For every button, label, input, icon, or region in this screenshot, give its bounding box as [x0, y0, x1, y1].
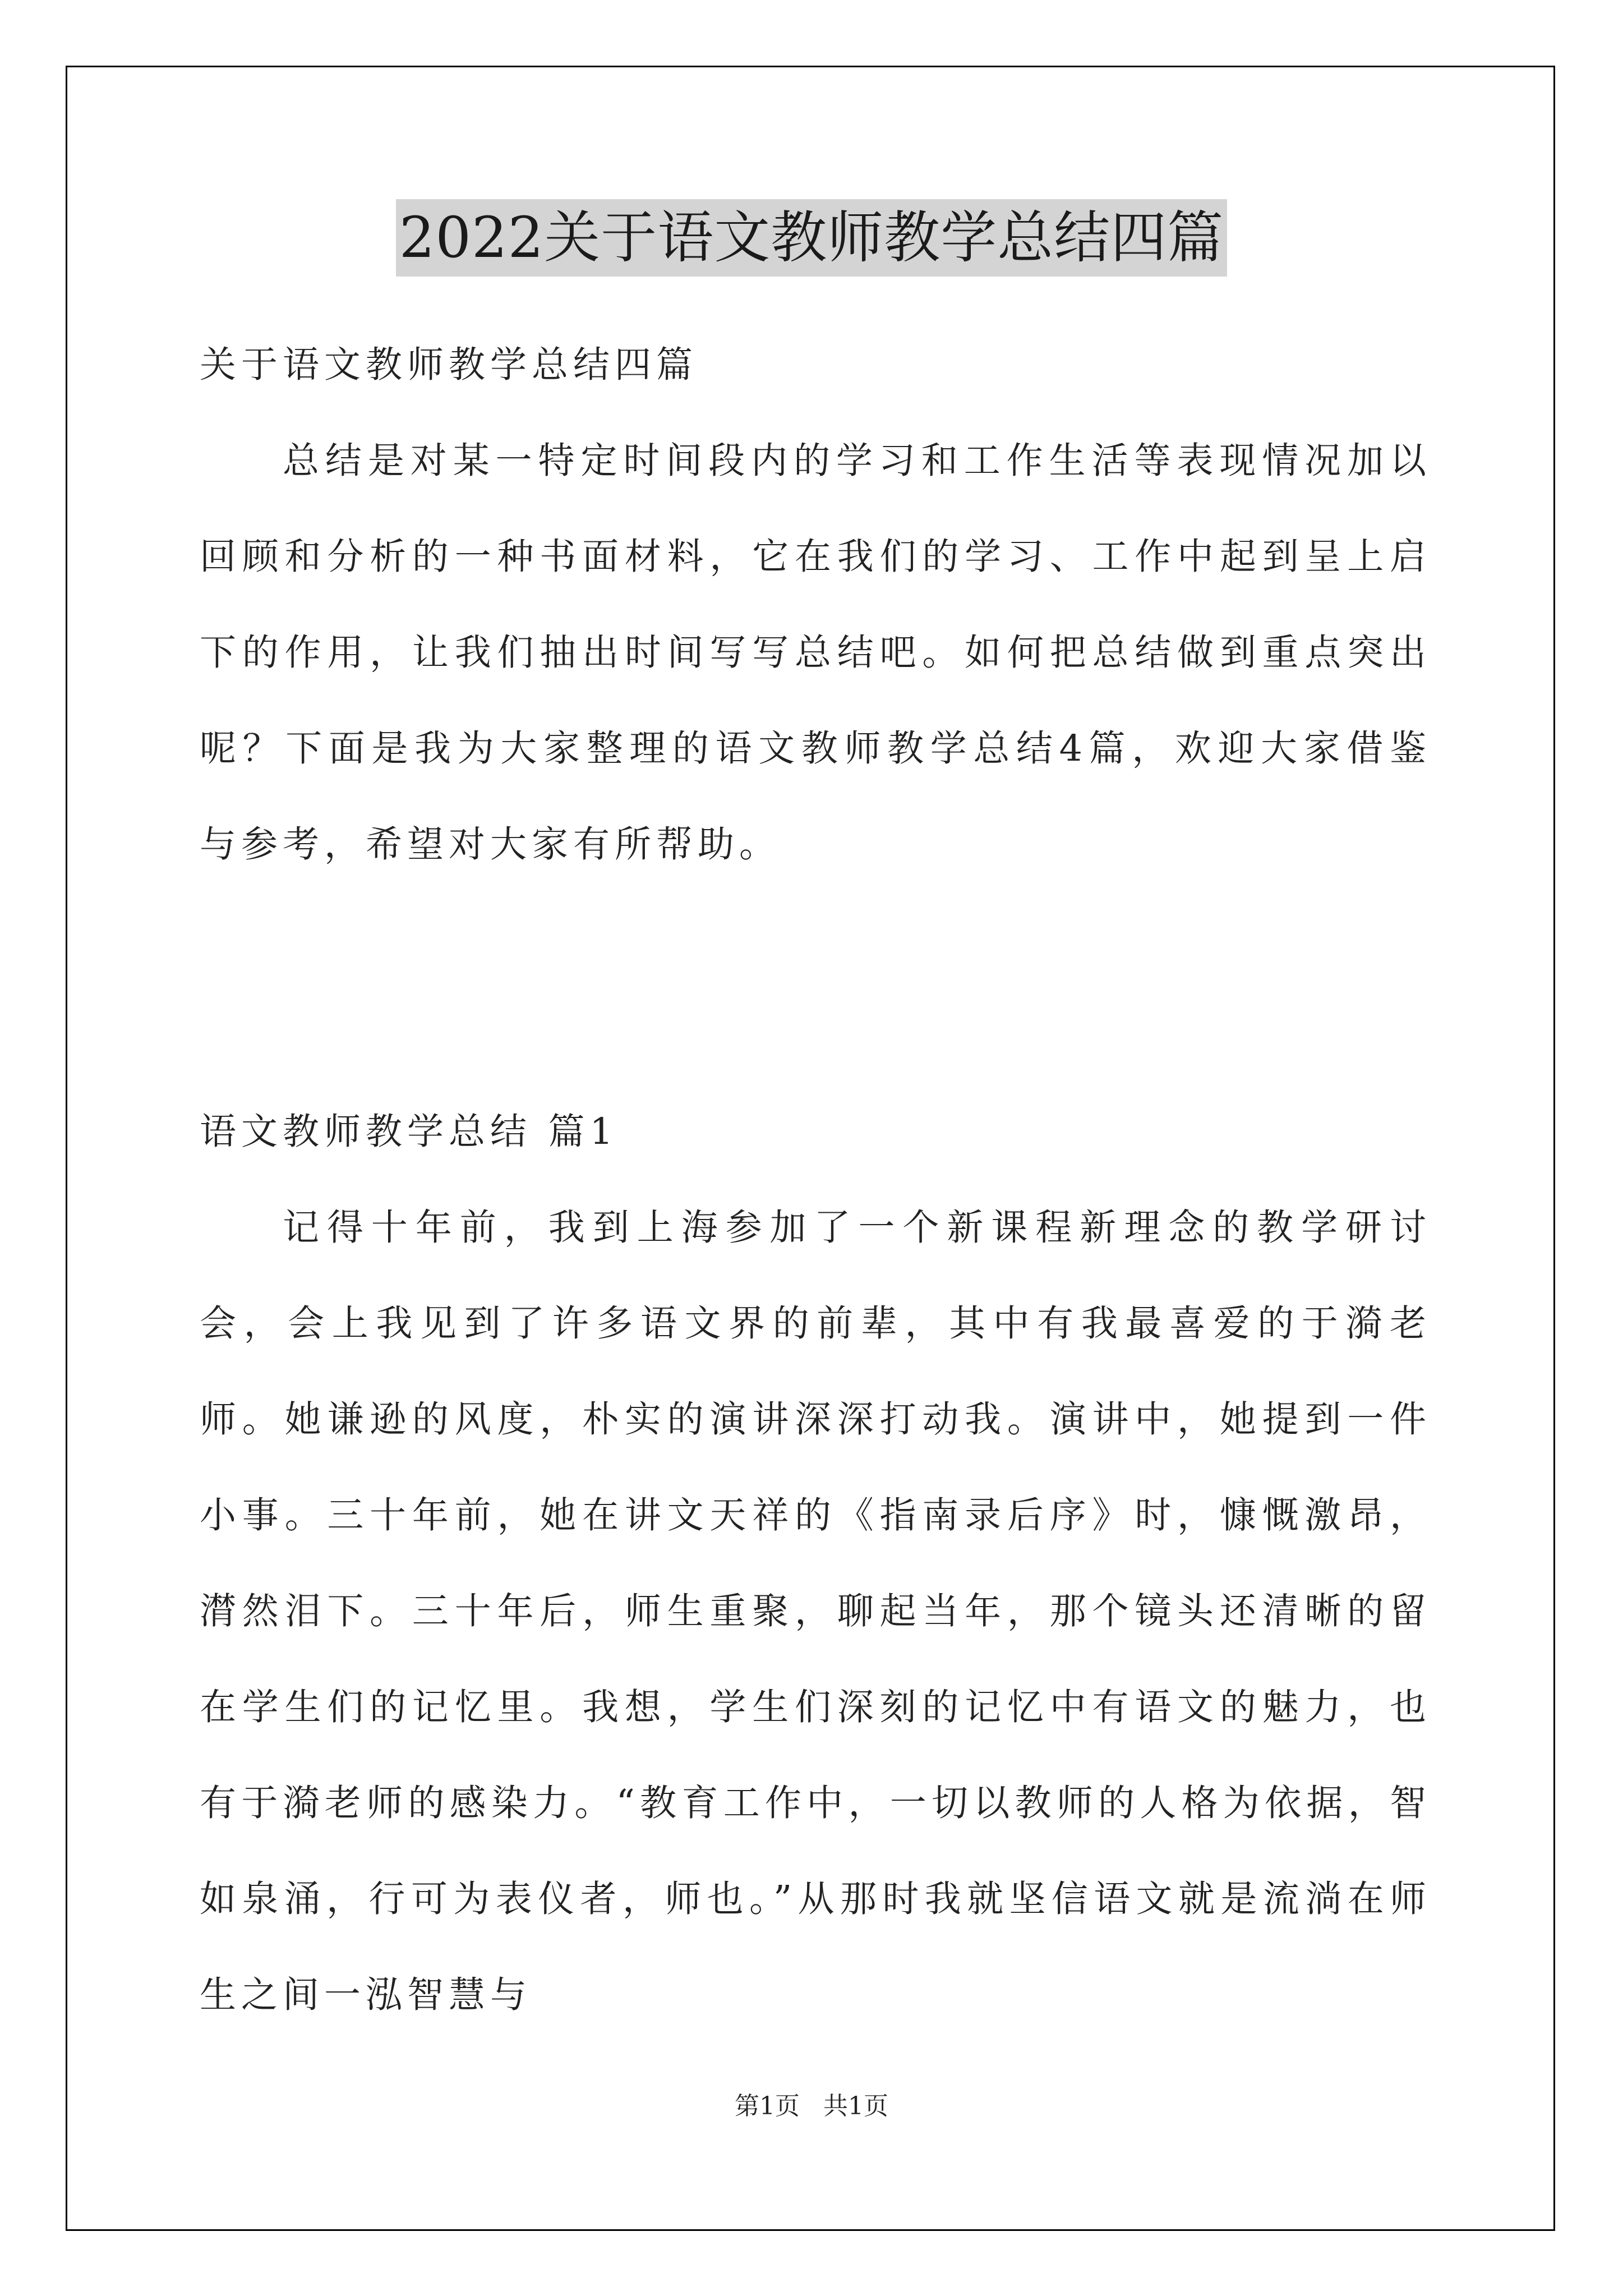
- section-heading-1: 语文教师教学总结 篇1: [200, 1111, 619, 1153]
- title-container: [0, 199, 1623, 277]
- intro-paragraph: 总结是对某一特定时间段内的学习和工作生活等表现情况加以回顾和分析的一种书面材料，它在我们的学习、工作中起到呈上启下的作用，让我们抽出时间写写总结吧。如何把总结做到重点突出呢？下面是我为大家整理的语文教师教学总结4篇，欢迎大家借鉴与参考，希望对大家有所帮助。: [200, 440, 1431, 866]
- section-1-paragraph: 记得十年前，我到上海参加了一个新课程新理念的教学研讨会，会上我见到了许多语文界的前辈，其中有我最喜爱的于漪老师。她谦逊的风度，朴实的演讲深深打动我。演讲中，她提到一件小事。三十年前，她在讲文天祥的《指南录后序》时，慷慨激昂，潸然泪下。三十年后，师生重聚，聊起当年，那个镜头还清晰的留在学生们的记忆里。我想，学生们深刻的记忆中有语文的魅力，也有于漪老师的感染力。“教育工作中，一切以教师的人格为依据，智如泉涌，行可为表仪者，师也。”从那时我就坚信语文就是流淌在师生之间一泓智慧与: [200, 1207, 1431, 2016]
- document-subtitle: 关于语文教师教学总结四篇: [200, 344, 698, 386]
- page-footer: [0, 2090, 1623, 2123]
- document-title: 2022关于语文教师教学总结四篇: [396, 199, 1228, 277]
- page-number-total: 共1页: [823, 2092, 888, 2120]
- page-number-current: 第1页: [735, 2092, 800, 2120]
